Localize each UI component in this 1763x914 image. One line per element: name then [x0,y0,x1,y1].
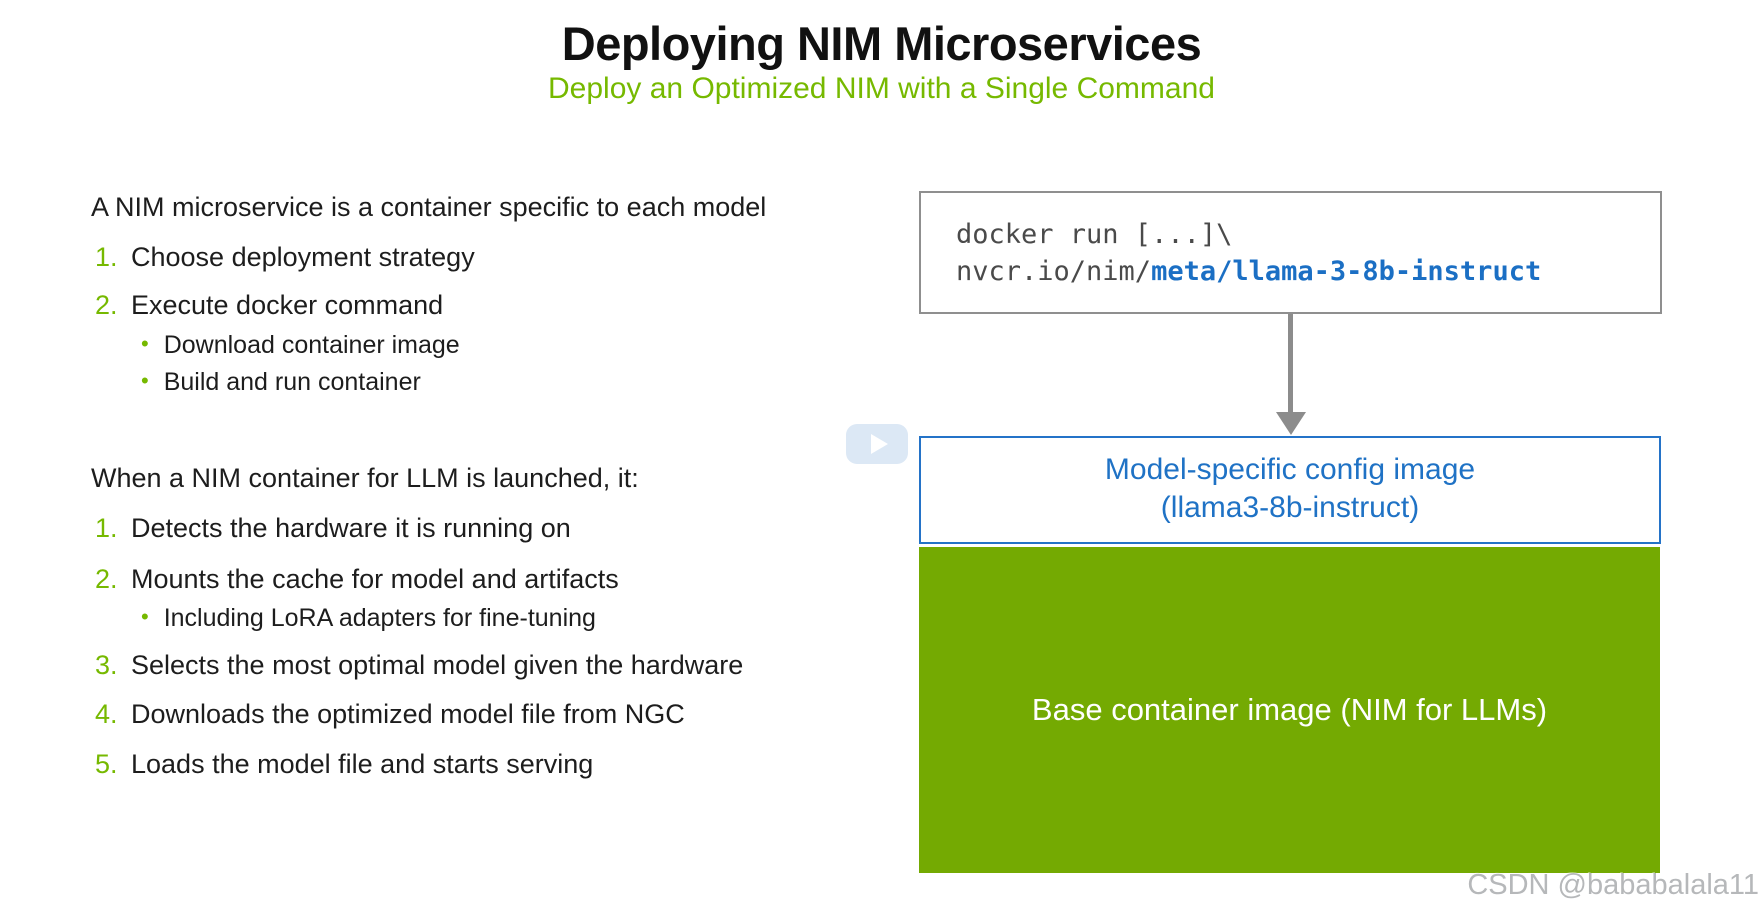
list-number: 1. [95,513,118,543]
list-number: 3. [95,650,118,680]
base-container-image-box [919,547,1660,873]
list-item-text: Detects the hardware it is running on [131,513,571,543]
sub-bullet-text: Including LoRA adapters for fine-tuning [163,604,596,632]
list-item-text: Execute docker command [131,290,444,320]
bullet-icon: • [141,331,149,356]
list-item [95,650,743,681]
watermark: CSDN @bababalala11 [1467,869,1759,901]
intro-paragraph-1: A NIM microservice is a container specific to each model [91,192,767,222]
list-item-text: Mounts the cache for model and artifacts [131,564,619,594]
code-image-name-highlight: meta/llama-3-8b-instruct [1151,256,1542,287]
list-item-text: Selects the most optimal model given the hardware [131,650,744,680]
sub-bullet-item [141,604,596,633]
sub-bullet-item [141,331,460,360]
sub-bullet-item [141,368,421,397]
list-item [95,699,685,730]
play-button[interactable] [846,424,908,464]
list-item [95,290,443,321]
page-title: Deploying NIM Microservices [561,17,1202,70]
down-arrow-stem [1288,314,1293,414]
list-item [95,564,619,595]
list-item-text: Choose deployment strategy [131,242,475,272]
config-box-line-2: (llama3-8b-instruct) [1160,491,1420,524]
bullet-icon: • [141,368,149,393]
down-arrow-head-icon [1276,412,1306,435]
list-item [95,242,475,273]
page-subtitle: Deploy an Optimized NIM with a Single Command [548,72,1215,105]
code-line-1: docker run [...]\ [956,219,1233,250]
list-item [95,513,571,544]
model-config-image-box [919,436,1661,544]
play-icon [871,434,888,454]
sub-bullet-text: Download container image [163,331,460,359]
intro-paragraph-2: When a NIM container for LLM is launched, it: [91,463,639,493]
list-item [95,749,593,780]
docker-command-code-box [919,191,1662,314]
sub-bullet-text: Build and run container [163,368,421,396]
list-number: 5. [95,749,118,779]
base-box-label: Base container image (NIM for LLMs) [1031,692,1548,727]
list-item-text: Downloads the optimized model file from NGC [131,699,685,729]
list-item-text: Loads the model file and starts serving [131,749,594,779]
code-line-2 [956,253,1660,290]
config-box-line-1: Model-specific config image [1104,453,1476,486]
code-line-2-prefix: nvcr.io/nim/ [956,256,1152,287]
bullet-icon: • [141,604,149,629]
list-number: 2. [95,290,118,320]
list-number: 1. [95,242,118,272]
list-number: 2. [95,564,118,594]
list-number: 4. [95,699,118,729]
